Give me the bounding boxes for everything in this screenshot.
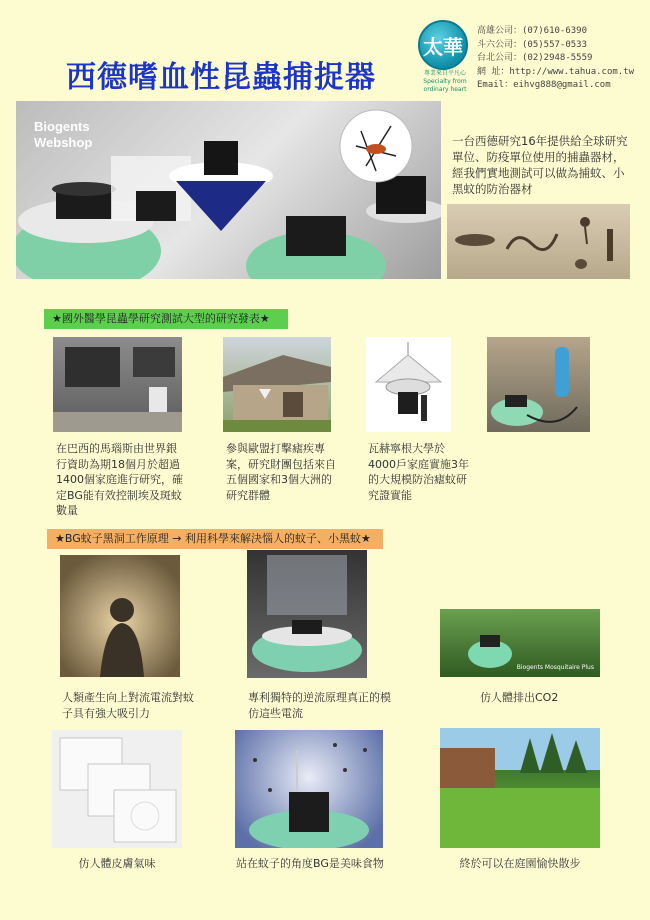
brazil-house-illustration [53,337,182,432]
principle-photo-co2 [440,609,600,677]
logo-tagline [414,70,476,94]
research-photo-europe [223,337,331,432]
logo-tagline-en: Specialty from ordinary heart [423,78,467,93]
hero-label-line2: Webshop [34,135,93,150]
contact-email[interactable]: Email：eihvg888@gmail.com [477,80,611,90]
research-caption-brazil: 在巴西的馬瑙斯由世界銀行資助為期18個月於超過1400個家庭進行研究，確定BG能有效控制埃及斑蚊數量 [56,442,183,517]
intro-text: 一台西德研究16年提供給全球研究單位、防疫單位使用的捕蟲器材，經我們實地測試可以做為捕蚊、小黑蚊的防治器材 [452,134,628,196]
principle-photo-counterflow [247,550,367,678]
lure-packets-illustration [52,730,182,848]
principle-heading: ★BG蚊子黑洞工作原理 → 利用科學來解決惱人的蚊子、小黑蚊★ [47,529,383,549]
counterflow-illustration [247,550,367,678]
principle-caption-counterflow: 專利獨特的逆流原理真正的模仿這些電流 [248,691,391,720]
principle-caption-co2: 仿人體排出CO2 [480,691,559,704]
company-logo: 太華 [418,20,468,70]
hero-brand-label [34,119,92,151]
hero-product-image [16,101,441,279]
research-photo-co2-trap [487,337,590,432]
trap-mosquitoes-illustration [235,730,383,848]
co2-photo-label: Biogents Mosquitaire Plus [516,664,594,671]
principle-photo-skin-scent [52,730,182,848]
contact-website[interactable]: 網 址：http://www.tahua.com.tw [477,66,635,77]
page-title: 西德嗜血性昆蟲捕捉器 [66,60,376,95]
human-silhouette-illustration [60,555,180,677]
contact-info [477,25,634,93]
principle-photo-human-heat [60,555,180,677]
hero-label-line1: Biogents [34,119,90,134]
mud-house-illustration [223,337,331,432]
hanging-trap-illustration [366,337,451,432]
research-photo-wageningen [366,337,451,432]
research-photo-brazil [53,337,182,432]
contact-taipei: 台北公司：(02)2948-5559 [477,53,593,63]
principle-caption-mosquito-view: 站在蚊子的角度BG是美味食物 [236,857,384,870]
contact-kaohsiung: 高雄公司：(07)610-6390 [477,26,588,36]
co2-trap-illustration [487,337,590,432]
research-caption-wageningen: 瓦赫寧根大學於4000戶家庭實施3年的大規模防治瘧蚊研究證實能 [368,442,469,502]
principle-caption-human-heat: 人類產生向上對流電流對蚊子具有強大吸引力 [62,691,194,720]
principle-caption-garden: 終於可以在庭園愉快散步 [459,857,581,870]
principle-photo-mosquito-view [235,730,383,848]
logo-tagline-zh: 專業來自平凡心 [423,70,466,77]
research-caption-europe: 參與歐盟打擊瘧疾專案，研究財團包括來自五個國家和3個大洲的研究群體 [226,442,336,502]
insect-illustration [447,204,630,279]
garden-illustration [440,728,600,848]
principle-caption-skin-scent: 仿人體皮膚氣味 [78,857,156,870]
contact-douliu: 斗六公司：(05)557-0533 [477,39,588,50]
principle-photo-garden [440,728,600,848]
research-heading: ★國外醫學昆蟲學研究測試大型的研究發表★ [44,309,288,329]
insect-specimens-image [447,204,630,279]
